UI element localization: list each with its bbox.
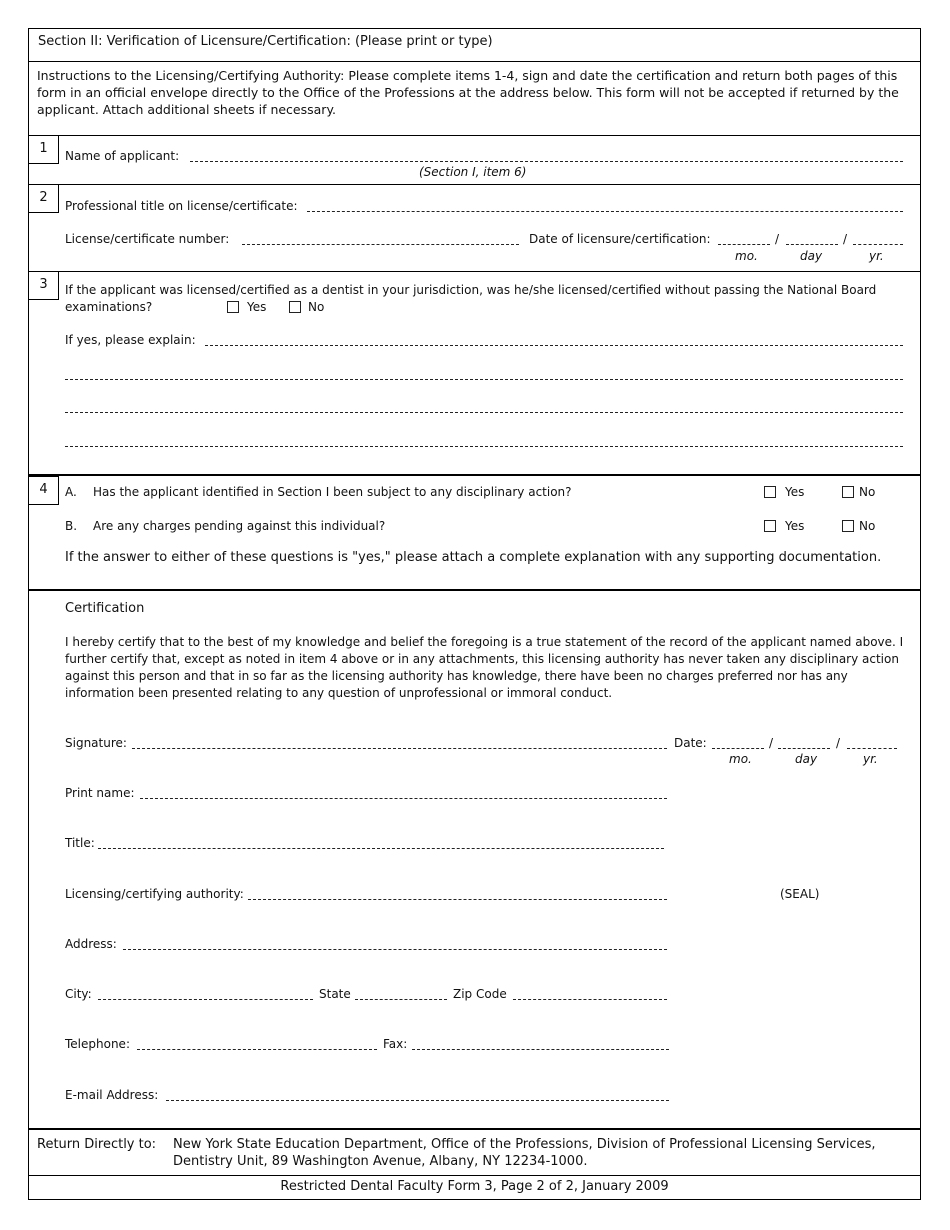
professional-title-field[interactable] [307,211,903,212]
return-label: Return Directly to: [37,1137,157,1152]
charges-yes-label: Yes [785,519,805,533]
rule [28,61,921,62]
title-label: Title: [65,836,95,850]
signature-label: Signature: [65,736,127,750]
city-label: City: [65,987,92,1001]
licensure-day-field[interactable] [786,244,838,245]
year-caption: yr. [863,752,878,766]
print-name-label: Print name: [65,786,135,800]
licensure-month-field[interactable] [718,244,770,245]
zip-label: Zip Code [453,987,507,1001]
disciplinary-no-label: No [859,485,876,499]
address-field[interactable] [123,949,667,950]
certification-heading: Certification [65,601,145,616]
disciplinary-no-checkbox[interactable] [842,486,854,498]
rule [28,135,921,136]
zip-field[interactable] [513,999,667,1000]
national-board-question: If the applicant was licensed/certified as a dentist in your jurisdiction, was he/she licensed/certified without passing the National Board examinations? [65,283,877,314]
rule [28,1128,921,1130]
return-address-line1: New York State Education Department, Office of the Professions, Division of Professional Licensing Services, [173,1137,876,1152]
telephone-field[interactable] [137,1049,377,1050]
name-note: (Section I, item 6) [419,165,527,179]
print-name-field[interactable] [140,798,667,799]
disciplinary-yes-checkbox[interactable] [764,486,776,498]
item-number-4: 4 [28,476,59,505]
disciplinary-yes-label: Yes [785,485,805,499]
charges-no-label: No [859,519,876,533]
date-separator: / [769,736,774,750]
explain-field-line[interactable] [65,412,903,413]
professional-title-label: Professional title on license/certificate: [65,199,298,213]
explain-label: If yes, please explain: [65,333,196,347]
signature-field[interactable] [132,748,667,749]
state-label: State [319,987,351,1001]
day-caption: day [795,752,818,766]
section-header: Section II: Verification of Licensure/Certification: (Please print or type) [38,34,493,49]
cert-day-field[interactable] [778,748,830,749]
name-field[interactable] [190,161,903,162]
date-separator: / [836,736,841,750]
pending-charges-question: Are any charges pending against this individual? [93,519,386,533]
rule [28,474,921,476]
explain-field-line[interactable] [65,379,903,380]
fax-field[interactable] [412,1049,669,1050]
licensure-date-label: Date of licensure/certification: [529,232,711,246]
question-b-letter: B. [65,519,78,533]
charges-no-checkbox[interactable] [842,520,854,532]
certification-statement: I hereby certify that to the best of my knowledge and belief the foregoing is a true statement of the record of the applicant named above. I further certify that, except as noted in item 4 above or in any attachments, this licensing authority has never taken any disciplinary action against this person and that in so far as the licensing authority has knowledge, there have been no charges preferred nor has any information been presented relating to any question of unprofessional or immoral conduct. [65,635,904,700]
question-a-letter: A. [65,485,77,499]
license-number-label: License/certificate number: [65,232,230,246]
title-field[interactable] [98,848,664,849]
instructions: Instructions to the Licensing/Certifying Authority: Please complete items 1-4, sign and date the certification and return both pages of this form in an official envelope directly to the Office of the Professions at the address below. This form will not be accepted if returned by the applicant. Attach additional sheets if necessary. [37,68,899,117]
item4-note: If the answer to either of these questions is "yes," please attach a complete explanation with any supporting documentation. [65,550,882,565]
return-address-line2: Dentistry Unit, 89 Washington Avenue, Albany, NY 12234-1000. [173,1154,588,1169]
item-number-3: 3 [28,271,59,300]
date-separator: / [775,232,780,246]
item-number-2: 2 [28,184,59,213]
explain-field[interactable] [205,345,903,346]
charges-yes-checkbox[interactable] [764,520,776,532]
state-field[interactable] [355,999,447,1000]
day-caption: day [800,249,823,263]
nb-yes-label: Yes [247,300,267,314]
form-footer: Restricted Dental Faculty Form 3, Page 2 of 2, January 2009 [280,1179,669,1194]
license-number-field[interactable] [242,244,519,245]
name-label: Name of applicant: [65,149,180,163]
cert-date-label: Date: [674,736,707,750]
rule [28,589,921,591]
authority-field[interactable] [248,899,667,900]
email-field[interactable] [166,1100,669,1101]
date-separator: / [843,232,848,246]
authority-label: Licensing/certifying authority: [65,887,244,901]
seal-text: (SEAL) [780,887,820,901]
month-caption: mo. [735,249,758,263]
nb-yes-checkbox[interactable] [227,301,239,313]
rule [28,271,921,272]
explain-field-line[interactable] [65,446,903,447]
nb-no-label: No [308,300,325,314]
month-caption: mo. [729,752,752,766]
telephone-label: Telephone: [65,1037,130,1051]
rule [28,184,921,185]
cert-month-field[interactable] [712,748,764,749]
city-field[interactable] [98,999,313,1000]
email-label: E-mail Address: [65,1088,159,1102]
item-number-1: 1 [28,135,59,164]
nb-no-checkbox[interactable] [289,301,301,313]
licensure-year-field[interactable] [853,244,903,245]
year-caption: yr. [869,249,884,263]
address-label: Address: [65,937,117,951]
disciplinary-question: Has the applicant identified in Section I been subject to any disciplinary action? [93,485,572,499]
fax-label: Fax: [383,1037,408,1051]
rule [28,1175,921,1176]
cert-year-field[interactable] [847,748,897,749]
